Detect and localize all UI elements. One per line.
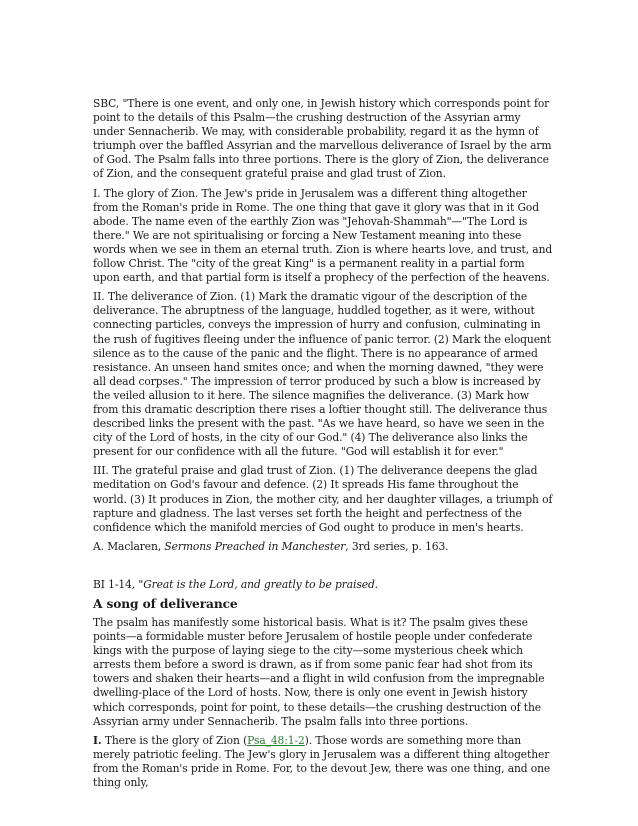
point-text-before: There is the glory of Zion (: [101, 733, 248, 747]
section-spacer: [93, 559, 553, 578]
bi-prefix: BI 1-14, ": [93, 577, 144, 591]
paragraph-historical-basis: The psalm has manifestly some historical basis. What is it? The psalm gives these points—a formidable muster before Jerusalem of hostile people under confederate kings with the purpose of laying siege to the city—some mysterious cheek which arrests them before a sword is drawn, as if from some panic fear had shot from its towers and shaken their hearts—and a flight in wild confusion from the impregnable dwelling-place of the Lord of hosts. Now, there is only one event in Jewish history which corresponds, point for point, to these details—the crushing destruction of the Assyrian army under Sennacherib. The psalm falls into three portions.: [93, 616, 545, 728]
citation-title: Sermons Preached in Manchester: [164, 539, 346, 553]
section-heading: A song of deliverance: [93, 597, 238, 611]
paragraph-grateful-praise: III. The grateful praise and glad trust of Zion. (1) The deliverance deepens the glad meditation on God's favour and defence. (2) It spreads His fame throughout the world. (3) It produces in Zion, the mother city, and her daughter villages, a triumph of rapture and gladness. The last verses set forth the height and perfectness of the confidence which the manifold mercies of God ought to produce in men's hearts.: [93, 464, 553, 534]
scripture-link[interactable]: Psa_48:1-2: [247, 733, 305, 747]
paragraph-sbc-intro: SBC, "There is one event, and only one, in Jewish history which corresponds point for point to the details of this Psalm—the crushing destruction of the Assyrian army under Sennacherib. We may, with considerable probability, regard it as the hymn of triumph over the baffled Assyrian and the marvellous deliverance of Israel by the arm of God. The Psalm falls into three portions. There is the glory of Zion, the deliverance of Zion, and the consequent grateful praise and glad trust of Zion.: [93, 97, 552, 181]
point-number: I.: [93, 733, 102, 747]
citation-maclaren: [93, 540, 553, 554]
citation-author: A. Maclaren,: [93, 539, 165, 553]
paragraph-deliverance-of-zion: II. The deliverance of Zion. (1) Mark the dramatic vigour of the description of the deliverance. The abruptness of the language, huddled together, as it were, without connecting particles, conveys the impression of hurry and confusion, culminating in the rush of fugitives fleeing under the influence of panic terror. (2) Mark the eloquent silence as to the cause of the panic and the flight. There is no appearance of armed resistance. An unseen hand smites once; and when the morning dawned, "they were all dead corpses." The impression of terror produced by such a blow is increased by the veiled allusion to it here. The silence magnifies the deliverance. (3) Mark how from this dramatic description there rises a loftier thought still. The deliverance thus described links the present with the past. "As we have heard, so have we seen in the city of the Lord of hosts, in the city of our God." (4) The deliverance also links the present for our confidence with all the future. "God will establish it for ever.": [93, 290, 551, 459]
bi-quote: Great is the Lord, and greatly to be praised.: [143, 577, 378, 591]
paragraph-glory-of-zion: I. The glory of Zion. The Jew's pride in Jerusalem was a different thing altogether from the Roman's pride in Rome. The one thing that gave it glory was that in it God abode. The name even of the earthly Zion was "Jehovah-Shammah"—"The Lord is there." We are not spiritualising or forcing a New Testament meaning into these words when we see in them an eternal truth. Zion is where hearts love, and trust, and follow Christ. The "city of the great King" is a permanent reality in a partial form upon earth, and that partial form is itself a prophecy of the perfection of the heavens.: [93, 186, 553, 285]
bi-reference: [93, 578, 553, 592]
paragraph-glory-point-one: [93, 734, 553, 790]
point-text-after: ). Those words are something more than merely patriotic feeling. The Jew's glory in Jerusalem was a different thing altogether from the Roman's pride in Rome. For, to the devout Jew, there was one thing, and one thing only,: [93, 733, 551, 790]
citation-rest: , 3rd series, p. 163.: [345, 539, 449, 553]
document-page: [93, 97, 553, 795]
